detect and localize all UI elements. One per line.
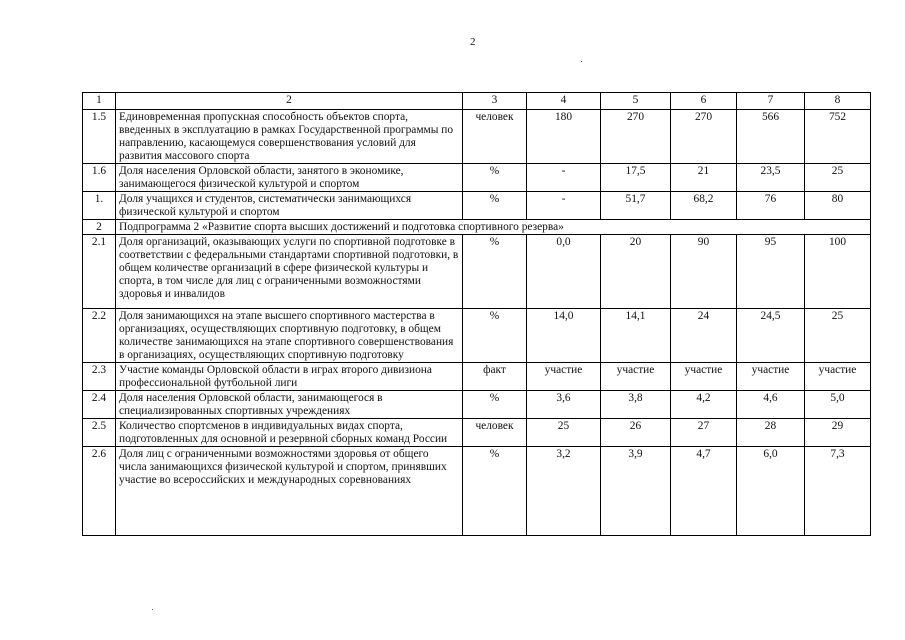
value-cell: участие [601,363,671,391]
table-row [83,110,871,164]
value-cell: - [527,192,601,220]
unit-cell: человек [463,110,527,164]
row-number: 1.5 [83,110,116,164]
value-cell: 80 [805,192,871,220]
indicator-description: Доля организаций, оказывающих услуги по спортивной подготовке в соответствии с федеральными стандартами спортивной подготовки, в общем количестве организаций в сфере физической культуры и спорта, в том числе для лиц с ограниченными возможностями здоровья и инвалидов [116,235,463,309]
row-number: 1.6 [83,164,116,192]
subprogram-title: Подпрограмма 2 «Развитие спорта высших достижений и подготовка спортивного резерва» [116,220,871,235]
value-cell: 29 [805,419,871,447]
value-cell: 21 [671,164,737,192]
column-number-7: 7 [737,93,805,110]
value-cell: 6,0 [737,447,805,536]
value-cell: 26 [601,419,671,447]
column-number-5: 5 [601,93,671,110]
scan-speck [581,61,582,62]
indicator-description: Участие команды Орловской области в играх второго дивизиона профессиональной футбольной лиги [116,363,463,391]
value-cell: участие [805,363,871,391]
value-cell: - [527,164,601,192]
row-number: 2.6 [83,447,116,536]
value-cell: 25 [527,419,601,447]
column-number-8: 8 [805,93,871,110]
column-number-2: 2 [116,93,463,110]
row-number: 2.3 [83,363,116,391]
unit-cell: % [463,164,527,192]
value-cell: 270 [601,110,671,164]
unit-cell: % [463,391,527,419]
unit-cell: факт [463,363,527,391]
column-number-1: 1 [83,93,116,110]
value-cell: 25 [805,164,871,192]
value-cell: 5,0 [805,391,871,419]
table-row [83,447,871,536]
table-row [83,164,871,192]
table-row [83,391,871,419]
unit-cell: % [463,447,527,536]
row-number: 2.2 [83,309,116,363]
indicator-description: Доля населения Орловской области, занимающегося в специализированных спортивных учреждениях [116,391,463,419]
unit-cell: % [463,309,527,363]
table-row [83,363,871,391]
page-number: 2 [470,36,476,48]
value-cell: 25 [805,309,871,363]
value-cell: 3,8 [601,391,671,419]
value-cell: 28 [737,419,805,447]
value-cell: 100 [805,235,871,309]
value-cell: 752 [805,110,871,164]
indicator-description: Доля лиц с ограниченными возможностями здоровья от общего числа занимающихся физической культурой и спортом, принявших участие во всероссийских и международных соревнованиях [116,447,463,536]
value-cell: 27 [671,419,737,447]
row-number: 2.5 [83,419,116,447]
column-number-6: 6 [671,93,737,110]
unit-cell: % [463,192,527,220]
table-row [83,235,871,309]
indicator-description: Единовременная пропускная способность объектов спорта, введенных в эксплуатацию в рамках Государственной программы по направлению, касающемуся совершенствования условий для развития массового спорта [116,110,463,164]
value-cell: 566 [737,110,805,164]
row-number: 1. [83,192,116,220]
value-cell: 51,7 [601,192,671,220]
value-cell: 14,1 [601,309,671,363]
table-row [83,309,871,363]
indicator-description: Количество спортсменов в индивидуальных видах спорта, подготовленных для основной и резервной сборных команд России [116,419,463,447]
value-cell: участие [671,363,737,391]
value-cell: 90 [671,235,737,309]
value-cell: 3,9 [601,447,671,536]
value-cell: 7,3 [805,447,871,536]
value-cell: участие [737,363,805,391]
indicator-description: Доля занимающихся на этапе высшего спортивного мастерства в организациях, осуществляющих спортивную подготовку, в общем количестве занимающихся на этапе спортивного совершенствования в организациях, осуществляющих спортивную подготовку [116,309,463,363]
value-cell: 23,5 [737,164,805,192]
value-cell: 95 [737,235,805,309]
value-cell: 3,6 [527,391,601,419]
value-cell: 4,6 [737,391,805,419]
value-cell: 14,0 [527,309,601,363]
row-number: 2.4 [83,391,116,419]
scan-speck [152,609,153,610]
value-cell: 3,2 [527,447,601,536]
value-cell: 4,2 [671,391,737,419]
column-number-4: 4 [527,93,601,110]
value-cell: 270 [671,110,737,164]
subprogram-row [83,220,871,235]
unit-cell: % [463,235,527,309]
indicator-description: Доля населения Орловской области, занятого в экономике, занимающегося физической культурой и спортом [116,164,463,192]
table-row [83,192,871,220]
indicator-description: Доля учащихся и студентов, систематически занимающихся физической культурой и спортом [116,192,463,220]
value-cell: 0,0 [527,235,601,309]
value-cell: участие [527,363,601,391]
indicators-table [82,92,871,536]
value-cell: 68,2 [671,192,737,220]
value-cell: 24 [671,309,737,363]
value-cell: 20 [601,235,671,309]
value-cell: 24,5 [737,309,805,363]
value-cell: 17,5 [601,164,671,192]
row-number: 2.1 [83,235,116,309]
value-cell: 4,7 [671,447,737,536]
row-number: 2 [83,220,116,235]
value-cell: 76 [737,192,805,220]
table-header-row [83,93,871,110]
unit-cell: человек [463,419,527,447]
column-number-3: 3 [463,93,527,110]
value-cell: 180 [527,110,601,164]
table-row [83,419,871,447]
